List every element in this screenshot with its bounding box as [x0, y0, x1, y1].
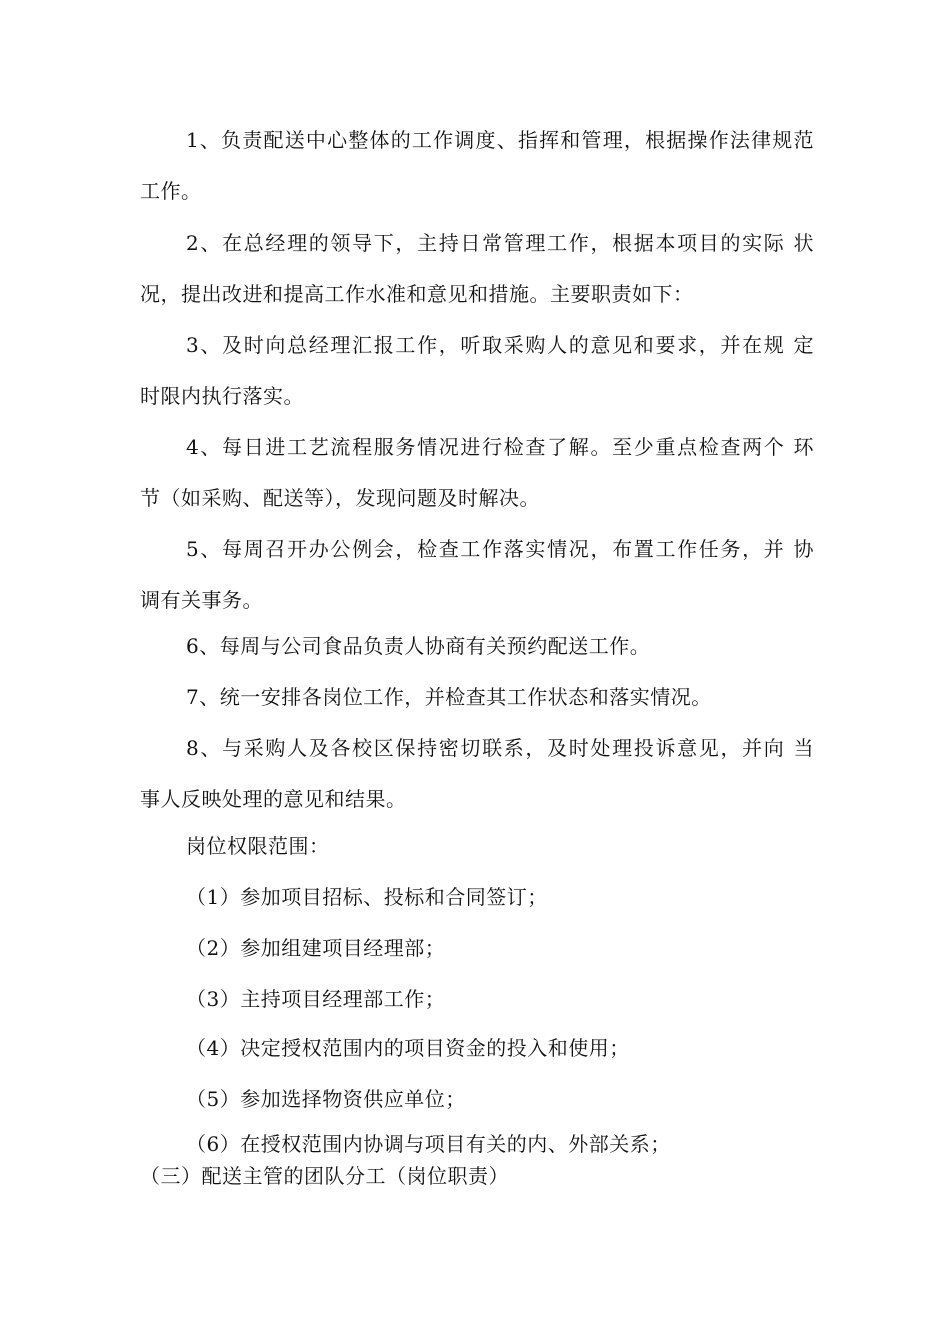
paragraph-1-line-1: 1、负责配送中心整体的工作调度、指挥和管理，根据操作法律规范 — [186, 128, 814, 152]
paragraph-7-line-1: 7、统一安排各岗位工作，并检查其工作状态和落实情况。 — [186, 685, 712, 709]
section-heading: （三）配送主管的团队分工（岗位职责） — [140, 1164, 509, 1188]
paragraph-3-line-1: 3、及时向总经理汇报工作，听取采购人的意见和要求，并在规 定 — [186, 333, 814, 357]
paragraph-5-line-1: 5、每周召开办公例会，检查工作落实情况，布置工作任务，并 协 — [186, 537, 814, 561]
paragraph-4-line-2: 节（如采购、配送等），发现问题及时解决。 — [140, 486, 540, 510]
authority-item-6: （6）在授权范围内协调与项目有关的内、外部关系； — [186, 1132, 671, 1156]
paragraph-3-line-2: 时限内执行落实。 — [140, 384, 304, 408]
paragraph-8-line-1: 8、与采购人及各校区保持密切联系，及时处理投诉意见，并向 当 — [186, 736, 814, 760]
paragraph-5-line-2: 调有关事务。 — [140, 588, 263, 612]
authority-item-4: （4）决定授权范围内的项目资金的投入和使用； — [186, 1036, 630, 1060]
authority-item-1: （1）参加项目招标、投标和合同签订； — [186, 885, 548, 909]
paragraph-6-line-1: 6、每周与公司食品负责人协商有关预约配送工作。 — [186, 634, 651, 658]
authority-item-3: （3）主持项目经理部工作； — [186, 987, 446, 1011]
paragraph-2-line-2: 况，提出改进和提高工作水准和意见和措施。主要职责如下： — [140, 282, 694, 306]
paragraph-8-line-2: 事人反映处理的意见和结果。 — [140, 787, 407, 811]
authority-item-5: （5）参加选择物资供应单位； — [186, 1087, 466, 1111]
authority-item-2: （2）参加组建项目经理部； — [186, 936, 446, 960]
authority-heading: 岗位权限范围： — [186, 834, 330, 858]
paragraph-2-line-1: 2、在总经理的领导下，主持日常管理工作，根据本项目的实际 状 — [186, 231, 814, 255]
paragraph-4-line-1: 4、每日进工艺流程服务情况进行检查了解。至少重点检查两个 环 — [186, 435, 814, 459]
paragraph-1-line-2: 工作。 — [140, 179, 202, 203]
